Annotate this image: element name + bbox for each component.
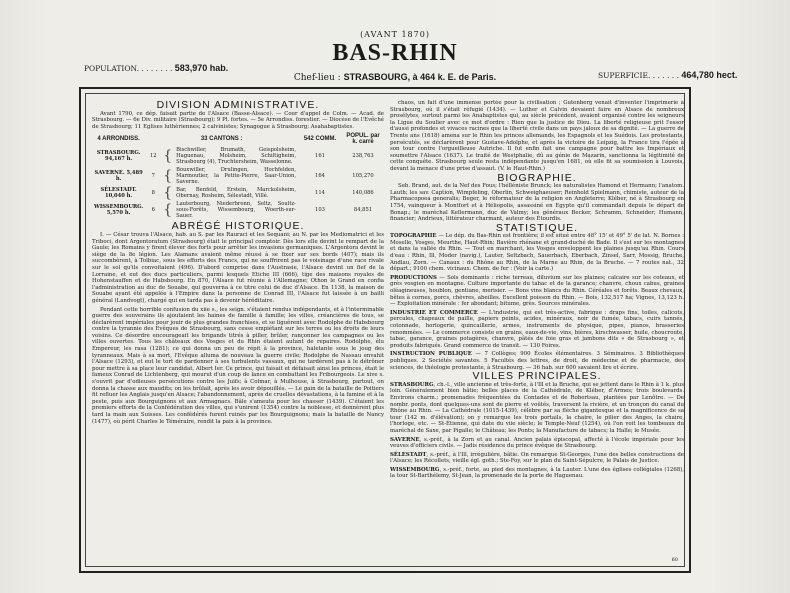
villes-list — [390, 382, 684, 480]
stat-section — [390, 351, 684, 371]
ville-entry: SÉLESTADT, s.-préf., à l'Ill, irrégulière, bâtie. On remarque St-Georges, l'une des belles constructions de l'Alsace; les Récollets, vieille égl. goth.; Ste-Foy, sur le plan du Saint-Sépulcre, le Palais de Justice. — [390, 451, 684, 465]
ville-text: s.-préf., à la Zorn et au canal. Ancien palais épiscopal, affecté à l'école impériale pour les veuves d'officiers civils. — Jadis résidence du prince évêque de Strasbourg. — [390, 436, 684, 450]
histoire-paragraph-2: Pendant cette horrible confusion du xiie s., les seign. s'étaient rendus indépendants, et à l'interminable guerre des souverains ils ajoutaient les haines de famille à famille; les villes, créancières de tous, se déclarèrent impériales pour jouir de plus grandes franchises, et se liguèrent avec Rodolphe de Habsbourg contre la tyrannie des Evêques de Strasbourg, sans cesse empiétant sur les terres ou les droits de leurs voisins. Ce désordre encourageait les brigands titrés à piller, brûler, rançonner les campagnes ou les villes ouvertes. Tous les châteaux des Vosges et du Rhin étaient autant de repaires. Rodolphe, élu Empereur, les rasa (1281); ce qui donna un peu de répit à la province, haletante sous le joug des tyranneaux. Mais à sa mort, l'Evêque alluma de nouveau la guerre civile; Rodolphe de Nassau envahit l'Alsace (1293), et eut le tort de pardonner à ses turbulents vassaux, qui ne tardèrent pas à le détrôner pour mettre à sa place leur candidat, Albert Ier. Ce prince, qui faisait et défaisait ainsi les princes, était le fameux Conrad de Lichtenberg, qui mourut d'un coup de lance en combattant les Fribourgeois. Le xive s. s'ouvrit par d'odieuses persécutions contre les Juifs; à Colmar, à Mulhouse, à Strasbourg, partout, on donna la chasse aux maudits; on les brûlait, après les avoir dépouillés. — Le gain de la bataille de Poitiers fit refluer les Anglais jusqu'en Alsace; l'abandonnement, après de cruelles dévastations, à la famine et à la peste, puis aux Bourguignons et aux Armagnacs. Bâle s'ameuta pour les chasser (1439). C'étaient les premiers efforts de la Confédération des villes, qui s'unirent (1354) contre la noblesse, et donnèrent plus tard la main aux Suisses. Les confédérés furent ruinés par les Bourguignons; mais la bataille de Nancy (1477), où périt Charles le Téméraire, rendit la paix à la province. — [92, 306, 384, 425]
canton-count: 8 — [151, 190, 155, 197]
ville-name: SÉLESTADT — [390, 451, 427, 458]
population-label: POPULATION. . . . . . . . — [84, 64, 173, 73]
stat-section-text: — Le dép. du Bas-Rhin est frontière; il est situé entre 48° 15' et 49° 5' de lat. N. Bornes : Moselle, Vosges, Meurthe, Haut-Rhin; Bavière rhénane et grand-duché de Bade. Il s'est sur les montagnes et dans la vallée du Rhin. — Tout en marchant, les Vosges enveloppent les plaines jusqu'au Rhin. Cours d'eau : Rhin, Ill, Moder (navig.), Lauter, Seltzbach, Sauerbach, Eberbach, Zinsel, Sarr, Mossig, Bruche, Andlau, Zorn. — Canaux : du Rhône au Rhin, de la Marne au Rhin, de la Bruche. — 7 routes nat., 32 départ.; 9100 chem. vicinaux. Chem. de fer : (Voir la carte.) — [390, 233, 684, 273]
chef-lieu-label: Chef-lieu : — [293, 73, 341, 83]
ville-text: s.-préf., forte, au pied des montagnes, à la Lauter. L'une des églises collégiales (1268), la tour St-Barthélemy, St-Jean, la promenade de la porte de Haguenau. — [390, 466, 684, 480]
ville-name: SAVERNE — [390, 436, 420, 443]
population-density: 238,763 — [352, 153, 374, 160]
content-frame — [79, 87, 691, 573]
ville-text: s.-préf., à l'Ill, irrégulière, bâtie. On remarque St-Georges, l'une des belles constructions de l'Alsace; les Récollets, vieille égl. goth.; Ste-Foy, sur le plan du Saint-Sépulcre, le Palais de Justice. — [390, 451, 684, 465]
statistique-sections — [390, 233, 684, 371]
stat-section-text: — L'industrie, qui est très-active, fabrique : draps fins, toiles, calicots, percales, chapeaux de paille, papiers peints, acides, minéraux, noir de fumée, tabacs, cuirs tannés, cotonnade, horlogerie, quincaillerie, armes, instruments de physique, pipes, pianos, brasseries renommées. — Le commerce consiste en grains, eaux-de-vie, vins, bières, kirschwasser, huile, choucroute, tabac, garance, graines potagères, chanvre, pâtés de foie gras et jambons dits « de Strasbourg », et produits fabriqués. Grand commerce de transit. — 130 Foires. — [390, 309, 684, 349]
arrondissement-name: STRASBOURG. 94,167 h. — [96, 150, 141, 163]
stat-section — [390, 310, 684, 350]
histoire-heading: ABRÉGÉ HISTORIQUE. — [171, 220, 305, 233]
division-heading: DIVISION ADMINISTRATIVE. — [156, 100, 320, 111]
stat-section-text: — 7 Collèges; 900 Écoles élémentaires. 3 Séminaires. 3 Bibliothèques publiques. 2 Sociétés savantes. 5 Facultés des lettres, de droit, de médecine et de pharmacie, des sciences, de théologie protestante, à Strasbourg. — 36 hab. sur 600 savaient lire et écrire. — [390, 351, 684, 371]
left-column — [92, 100, 384, 568]
stat-section-label: PRODUCTIONS — [390, 274, 437, 281]
population-density: 84,851 — [353, 207, 373, 214]
stat-section — [390, 233, 684, 273]
col-communes: 542 COMM. — [303, 136, 337, 143]
col-population: POPUL. par k. carré — [346, 133, 380, 146]
villes-heading: VILLES PRINCIPALES. — [472, 370, 602, 383]
stat-section-text: — Sols dominants : riche terreau, diluvium sur les plaines; calcaire sur les coteaux, et grès vosgien en montagne. Culture importante du tabac et de la garance; chanvre, choux cabus, graines oléagineuses, houblon, gentiane, merisier. — Bons vins blancs du Rhin. Céréales et forêts. Beaux chevaux, bêtes à cornes, porcs, chèvres, abeilles. Excellent poisson du Rhin. — Bois, 132,517 ha; Vignes, 13,123 h. — Exploitation minérale : fer abondant; bitume, grès. Sources minérales. — [390, 274, 684, 308]
superficie — [598, 70, 737, 80]
arrondissement-name: SÉLESTADT. 10,040 h. — [100, 187, 137, 200]
canton-row — [92, 186, 384, 200]
commune-count: 114 — [315, 190, 325, 197]
commune-count: 103 — [315, 207, 325, 214]
cantons-table — [92, 132, 384, 220]
arrondissement-name: SAVERNE. 5,489 h. — [94, 170, 143, 183]
division-intro: Avant 1790, ce dép. faisait partie de l'Alsace (Basse-Alsace). — Cour d'appel de Colm. — Acad. de Strasbourg. — 6e Div. militaire (Strasbourg); 9 Pl. fortes. — 5e Arrondiss. forestier. — Diocèse de l'Evêché de Strasbourg; 11 Eglises luthériennes; 2 calvinistes; Synagogue à Strasbourg; Asahabaptistes. — [92, 110, 384, 130]
ville-text: ch.-l., ville ancienne et très-forte, à l'Ill et la Bruche, qui se jettent dans le Rhin à 1 k. plus loin. Généralement bien bâtie; belles places de la Cathédrale, de Kléber, d'Armes; trois boulevards. Environs charm.; promenades fréquentées du Contades et de Robertsau, plantées par Lenôtre. — De nombr. ponts, dont quelques-uns sont de pierre et voûtés, traversent la rivière, et un tronçon du canal du Rhône au Rhin. — La Cathédrale (1015-1439), célèbre par sa flèche gigantesque et la magnificence de sa tour (142 m. d'élévation); on y remarque les trois portails, la chaire, le pilier des Anges, la chaire, l'horloge, etc. — St-Étienne, qui date du viie siècle; le Temple-Neuf (1254), où l'on voit les tombeaux du maréchal de Saxe, par Pigalle; le Château; les Ponts; la Manufacture de tabacs; la Halle; le Musée. — [390, 381, 684, 434]
page-number: 60 — [671, 557, 678, 563]
stat-section-label: INDUSTRIE ET COMMERCE — [390, 309, 478, 316]
content-inner-frame — [85, 93, 685, 567]
col-cantons: 33 CANTONS : — [200, 136, 243, 143]
commune-count: 161 — [315, 153, 325, 160]
ville-entry: WISSEMBOURG, s.-préf., forte, au pied des montagnes, à la Lauter. L'une des églises collégiales (1268), la tour St-Barthélemy, St-Jean, la promenade de la porte de Haguenau. — [390, 466, 684, 480]
right-column — [390, 100, 684, 568]
brace-mark: { — [163, 168, 173, 185]
superficie-value: 464,780 hect. — [681, 70, 738, 80]
canton-list: Bar, Benfeld, Erstein, Marckolsheim, Obernay, Rosheim, Sélestadt, Villé. — [176, 187, 296, 200]
canton-row — [92, 146, 384, 166]
commune-count: 164 — [315, 173, 325, 180]
stat-section-label: INSTRUCTION PUBLIQUE — [390, 351, 472, 358]
col-arrondissements: 4 ARRONDISS. — [97, 136, 140, 143]
canton-row — [92, 166, 384, 186]
population-value: 583,970 hab. — [174, 63, 229, 73]
population-density: 140,086 — [352, 190, 374, 197]
arrondissement-name: WISSEMBOURG. 5,570 h. — [94, 204, 144, 217]
ville-entry: STRASBOURG, ch.-l., ville ancienne et très-forte, à l'Ill et la Bruche, qui se jettent dans le Rhin à 1 k. plus loin. Généralement bien bâtie; belles places de la Cathédrale, de Kléber, d'Armes; trois boulevards. Environs charm.; promenades fréquentées du Contades et de Robertsau, plantées par Lenôtre. — De nombr. ponts, dont quelques-uns sont de pierre et voûtés, traversent la rivière, et un tronçon du canal du Rhône au Rhin. — La Cathédrale (1015-1439), célèbre par sa flèche gigantesque et la magnificence de sa tour (142 m. d'élévation); on y remarque les trois portails, la chaire, le pilier des Anges, la chaire, l'horloge, etc. — St-Étienne, qui date du viie siècle; le Temple-Neuf (1254), où l'on voit les tombeaux du maréchal de Saxe, par Pigalle; le Château; les Ponts; la Manufacture de tabacs; la Halle; le Musée. — [390, 381, 684, 434]
canton-count: 6 — [151, 207, 155, 214]
page-title: BAS-RHIN — [332, 40, 458, 66]
biographie-text: Seb. Brand, aut. de la Nef des Fous; l'hélléniste Brunck; les naturalistes Hamond et Hermann; l'anatom. Lauth; les sav. Caption, Wimpfeling, Oberlin, Schweighaeuser; Reinhold Spielmann, chimiste, auteur de la Pharmacopoea generalis; Beger, le réformateur de la religion en Angleterre; Kléber, né à Strasbourg en 1754, vainqueur à Montfort et à Héliopolis, assassiné en Egypte qu'il commandait depuis le départ de Bonap.; le maréchal Kellermann, duc de Valmy; les généraux Becker, Schramm, Schneider; Humann, financier; Andrieux, littérateur charmant, auteur des Étourdis. — [390, 183, 684, 223]
superficie-label: SUPERFICIE. . . . . . . — [598, 71, 679, 80]
era-note: (AVANT 1870) — [360, 30, 430, 39]
canton-list: Lauterbourg, Niederbronn, Seltz, Soultz-sous-Forêts, Wissembourg, Woerth-sur-Sauer. — [176, 201, 296, 220]
canton-count: 7 — [151, 173, 155, 180]
statistique-heading: STATISTIQUE. — [495, 221, 579, 234]
ville-name: STRASBOURG — [390, 381, 434, 388]
ville-name: WISSEMBOURG — [390, 466, 440, 473]
brace-mark: { — [163, 202, 173, 219]
history-continuation: chaos, un fait d'une immense portée pour la civilisation ; Gutenberg venait d'inventer l'imprimerie à Strasbourg, où il s'était réfugié (1434). — Luther et Calvin devaient faire en Alsace de nombreux prosélytes, surtout parmi les Anabaptistes qui, au siècle précédent, avaient organisé contre les seigneurs la Ligue du Soulier avec ce mot d'ordre : Rien que la justice de Dieu. La liberté religieuse prit l'essor d'aussi profondes et vivaces racines que la liberté civile dans un pays jaloux de sa dignité. — La guerre de Trente ans (1618) amena sur le Rhin les princes allemands, les Espagnols et les Suédois. Les protestants, persécutés, se déclarèrent pour Gustave-Adolphe, et après la victoire de Leipzig, la France tira l'épée à son tour contre l'orgueilleuse Autriche. Il fut enfin fait une campagne pour battre les Impériaux et soumettre l'Alsace (1637). Le traité de Westphalie, dû au génie de Mazarin, sanctionna la légitimité de cette conquête. Strasbourg seule resta indépendante jusqu'en 1681, où elle fit sa soumission à Louvois, devant la menace d'une prise d'assaut. (V. le Haut-Rhin.) — [390, 100, 684, 172]
biographie-heading: BIOGRAPHIE. — [497, 171, 577, 184]
stat-section — [390, 275, 684, 308]
brace-mark: { — [163, 185, 173, 202]
stat-section-label: TOPOGRAPHIE — [390, 233, 437, 240]
ville-entry: SAVERNE, s.-préf., à la Zorn et au canal. Ancien palais épiscopal, affecté à l'école impériale pour les veuves d'officiers civils. — Jadis résidence du prince évêque de Strasbourg. — [390, 436, 684, 450]
canton-row — [92, 200, 384, 220]
population-density: 105,270 — [352, 173, 374, 180]
canton-count: 12 — [149, 153, 157, 160]
histoire-paragraph-1: I. — César trouva l'Alsace, hab. au S. par les Rauraci et les Sequani; au N. par les Mediomatrici et les Triboci, dont Argentoratum (Strasbourg) était le principal comptoir. Dès lors elle devint le rempart de la Gaule; les Romains y firent élever des forts pour arrêter les invasions germaniques. L'Argentora devint le siège de la 8e légion. Les Alamans avaient même réussi à se fixer sur ses bords (407); mais ils succombèrent, à Tolbiac, sous les efforts des Francs, qui ne souffrirent pas le voisinage d'une race rivale sur le sol qu'ils convoitaient (496). D'abord comprise dans l'Austrasie, l'Alsace devint un fief de la Lorraine, et eut des ducs particuliers, parmi lesquels Etiche III (666), tige des maisons royales de Hohenstauffen et de Habsbourg. En 870, l'Alsace fut réunie à l'Allemagne; Othon le Grand en confia l'administration au duc de Souabe, qui gouverna à ce titre celui de duc d'Alsace. En 1138, la maison de Souabe ayant été appelée à l'Empire dans la personne de Conrad III, l'Alsace fut laissée à un bailli général (Landvogt), chargé qui en tarda pas à devenir héréditaire. — [92, 231, 384, 304]
chef-lieu-value: STRASBOURG, à 464 k. E. de Paris. — [343, 72, 497, 82]
canton-list: Bouxwiller, Drulingen, Hochfelden, Marmoutier, la Petite-Pierre, Saar-Union, Saverne. — [176, 167, 296, 186]
page-header — [0, 30, 790, 90]
canton-list: Bischwiller, Brumath, Geispolsheim, Haguenau, Molsheim, Schiltigheim, Strasbourg (4), Truchtersheim, Wasselonne. — [176, 147, 296, 166]
brace-mark: { — [163, 148, 173, 165]
